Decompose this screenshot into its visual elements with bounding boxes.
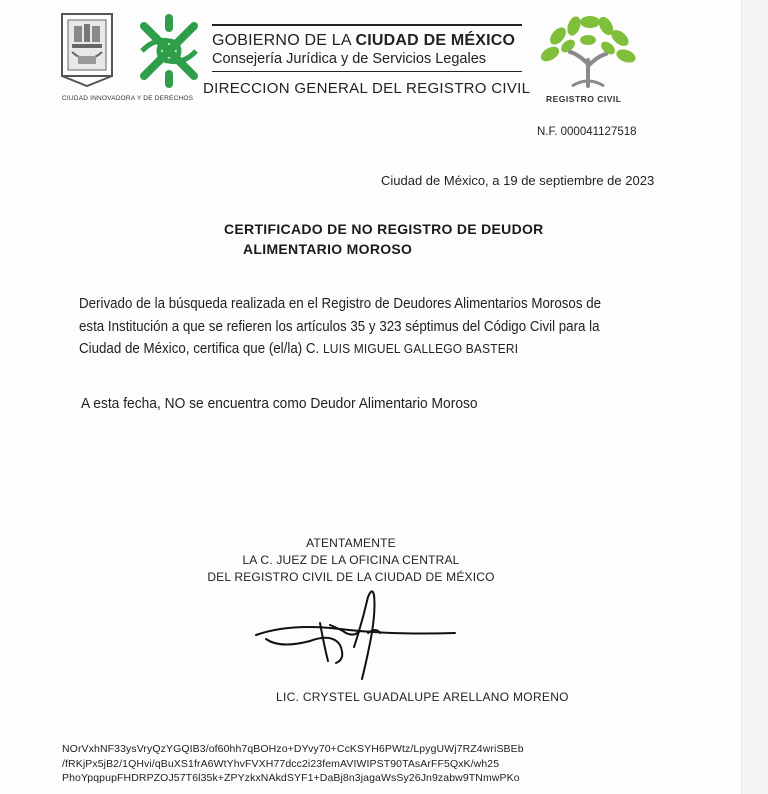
- body-line-3: [79, 338, 594, 361]
- direccion-line: DIRECCION GENERAL DEL REGISTRO CIVIL: [203, 80, 531, 97]
- result-statement: A esta fecha, NO se encuentra como Deudor Alimentario Moroso: [81, 395, 478, 412]
- certificate-body: [79, 293, 602, 361]
- seal-line-3: PhoYpqpupFHDRPZOJ57T6l35k+ZPYzkxNAkdSYF1+DaBj8n3jagaWsSy26Jn9zabw9TNmwPKo: [62, 772, 520, 784]
- consejeria-line: Consejería Jurídica y de Servicios Legales: [212, 51, 487, 67]
- header-top-rule: [212, 24, 522, 26]
- government-line: [212, 32, 522, 50]
- certificate-title: [224, 219, 604, 259]
- body-line-1: Derivado de la búsqueda realizada en el Registro de Deudores Alimentarios Morosos de: [79, 296, 602, 312]
- signer-role-2: DEL REGISTRO CIVIL DE LA CIUDAD DE MÉXICO: [207, 570, 495, 584]
- government-prefix: GOBIERNO DE LA: [212, 32, 351, 49]
- government-city: CIUDAD DE MÉXICO: [355, 32, 516, 49]
- cdmx-motto: CIUDAD INNOVADORA Y DE DERECHOS: [62, 95, 194, 102]
- body-line-2: esta Institución a que se refieren los artículos 35 y 323 séptimus del Código Civil para la: [79, 318, 600, 335]
- seal-line-1: NOrVxhNF33ysVryQzYGQIB3/of60hh7qBOHzo+DYvy70+CcKSYH6PWtz/LpygUWj7RZ4wriSBEb: [62, 743, 524, 755]
- scan-edge: [741, 0, 768, 794]
- seal-line-2: /fRKjPx5jB2/1QHvi/qBuXS1frA6WtYhvFVXH77dcc2i23femAVIWIPST90TAsArFF5QxK/wh25: [62, 757, 500, 770]
- cdmx-knot-logo-icon: [134, 12, 204, 90]
- signer-name: LIC. CRYSTEL GUADALUPE ARELLANO MORENO: [276, 690, 569, 704]
- atentamente-label: ATENTAMENTE: [306, 536, 396, 550]
- digital-seal: [62, 742, 524, 786]
- cdmx-shield-icon: [60, 12, 114, 88]
- title-line-1: CERTIFICADO DE NO REGISTRO DE DEUDOR: [224, 221, 544, 237]
- signature-block: [206, 535, 496, 586]
- signer-role-1: LA C. JUEZ DE LA OFICINA CENTRAL: [242, 553, 460, 567]
- folio-number: N.F. 000041127518: [537, 126, 637, 138]
- title-line-2: ALIMENTARIO MOROSO: [243, 241, 413, 257]
- registro-civil-label: REGISTRO CIVIL: [546, 94, 622, 104]
- person-name: LUIS MIGUEL GALLEGO BASTERI: [322, 341, 519, 356]
- handwritten-signature: [250, 583, 460, 683]
- header-bottom-rule: [212, 71, 522, 72]
- header-block: [212, 24, 522, 72]
- issue-date: Ciudad de México, a 19 de septiembre de 2023: [381, 173, 655, 188]
- body-line-3-prefix: Ciudad de México, certifica que (el/la) C.: [79, 341, 320, 357]
- registro-civil-tree-icon: [532, 14, 642, 90]
